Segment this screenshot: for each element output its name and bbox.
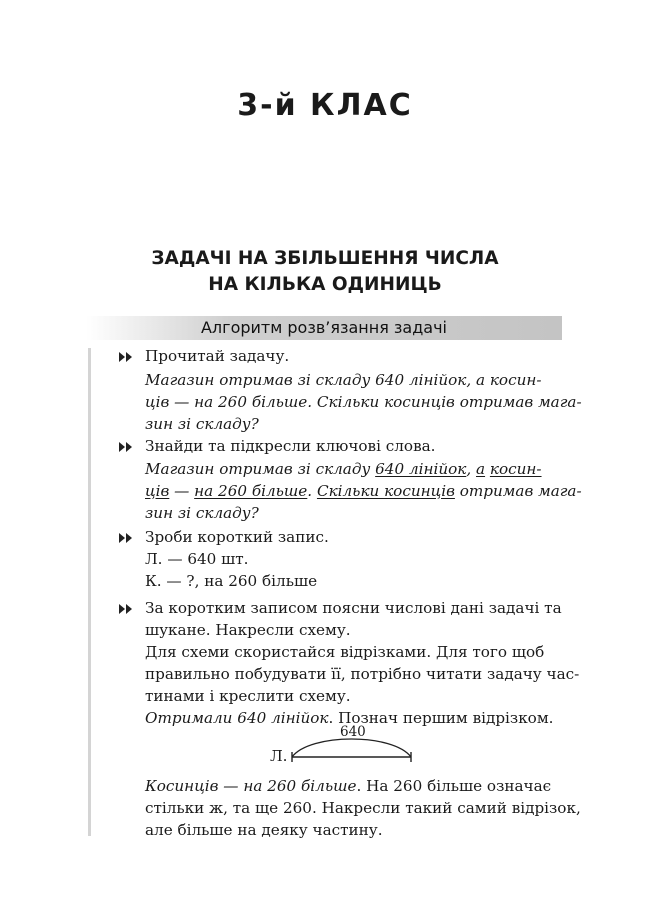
step-3-instruction: Зроби короткий запис. [145,528,329,546]
scheme-label: Л. [270,747,288,765]
paragraph-line: стільки ж, та ще 260. Накресли такий самий відрізок, [145,799,581,817]
paragraph-line: правильно побудувати її, потрібно читати задачу час- [145,665,580,683]
segment-arc [292,739,411,757]
step-2-instruction: Знайди та підкресли ключові слова. [145,437,436,455]
step-1-text-line: ців — на 260 більше. Скільки косинців отримав мага- [145,393,582,411]
paragraph-line: але більше на деяку частину. [145,821,383,839]
key-word-underlined: ців [145,482,170,500]
text-fragment: . Познач першим відрізком. [328,709,554,727]
key-word-underlined: на 260 більше [194,482,308,500]
italic-fragment: Косинців — на 260 більше [145,777,357,795]
key-word-underlined: косин- [489,460,542,478]
step-4-instruction: За коротким записом поясни числові дані задачі та [145,599,562,617]
step-1-instruction: Прочитай задачу. [145,347,290,365]
key-word-underlined: 640 лінійок [375,460,467,478]
paragraph-line [145,776,551,796]
section-title-line-1: ЗАДАЧІ НА ЗБІЛЬШЕННЯ ЧИСЛА [151,248,499,269]
step-4-instruction: шукане. Накресли схему. [145,621,351,639]
italic-fragment: Отримали 640 лінійок [145,709,329,727]
paragraph-line: Для схеми скористайся відрізками. Для того щоб [145,643,545,661]
step-1-text-line: Магазин отримав зі складу 640 лінійок, а косин- [145,371,542,389]
text-fragment: , [466,460,476,478]
algorithm-heading: Алгоритм розв’язання задачі [200,318,447,337]
short-note-line: К. — ?, на 260 більше [145,572,318,590]
text-fragment: . На 260 більше означає [356,777,552,795]
text-fragment: отримав мага- [454,482,582,500]
text-fragment: — [169,482,195,500]
grade-heading: 3-й КЛАС [237,88,413,123]
paragraph-line: тинами і креслити схему. [145,687,351,705]
section-title-line-2: НА КІЛЬКА ОДИНИЦЬ [208,274,442,295]
text-fragment: . [307,482,317,500]
scheme-value: 640 [340,724,366,740]
step-1-text-line: зин зі складу? [145,415,259,433]
key-word-underlined: а [476,460,486,478]
step-2-text-line: зин зі складу? [145,504,259,522]
short-note-line: Л. — 640 шт. [145,550,249,568]
key-word-underlined: Скільки косинців [316,482,455,500]
text-fragment: Магазин отримав зі складу [145,460,376,478]
